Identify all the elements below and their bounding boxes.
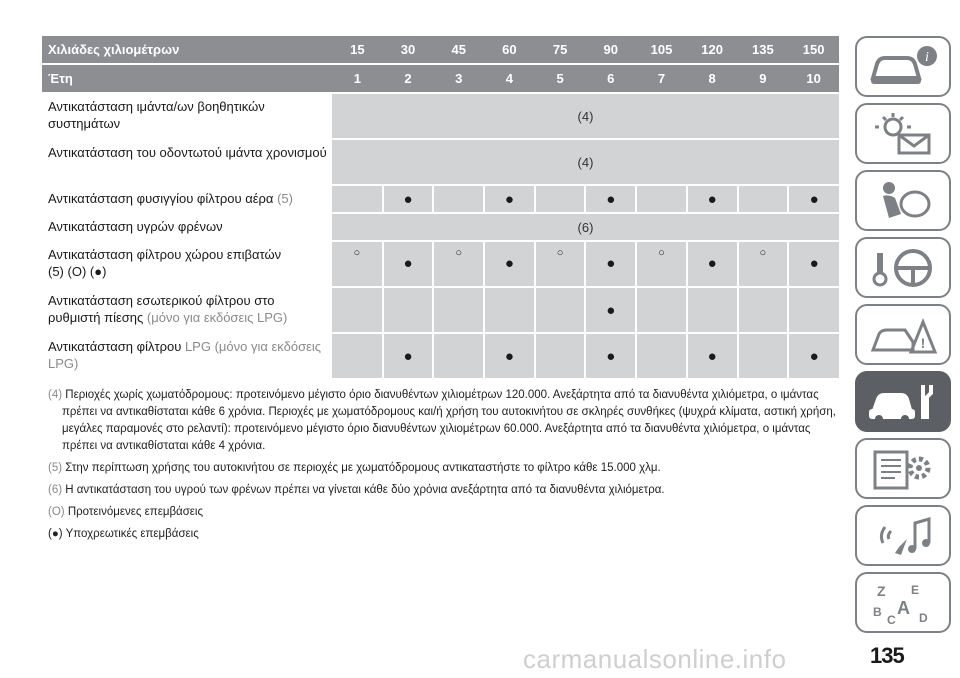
schedule-cell	[383, 287, 434, 333]
schedule-cell	[433, 287, 484, 333]
recommended-ring: ○	[556, 247, 564, 259]
header-year-value: 7	[636, 64, 687, 93]
table-row	[42, 333, 839, 379]
schedule-cell	[585, 287, 636, 333]
header-year-value: 3	[433, 64, 484, 93]
row-label-ref: LPG (μόνο για εκδόσεις LPG)	[48, 339, 322, 371]
header-year-value: 8	[687, 64, 738, 93]
legend-mark: (O)	[48, 506, 65, 518]
schedule-cell	[636, 287, 687, 333]
header-km-value: 45	[433, 36, 484, 64]
chapter-tab-technical-data[interactable]	[855, 438, 951, 499]
footnote-text: Η αντικατάσταση του υγρού των φρένων πρέπει να γίνεται κάθε δύο χρόνια ανεξάρτητα από τα διανυθέντα χιλιόμετρα.	[65, 484, 665, 496]
warning-lights-icon	[867, 111, 939, 157]
schedule-cell	[585, 185, 636, 213]
mandatory-dot: ●	[606, 347, 616, 365]
mandatory-dot: ●	[504, 190, 514, 208]
schedule-cell	[636, 241, 687, 287]
recommended-ring: ○	[759, 247, 767, 259]
schedule-cell	[332, 241, 383, 287]
row-label-ref: (μόνο για εκδόσεις LPG)	[146, 310, 288, 325]
header-year-value: 5	[535, 64, 586, 93]
footnote-text: Στην περίπτωση χρήσης του αυτοκινήτου σε περιοχές με χωματόδρομους αντικαταστήστε το φίλτρο κάθε 15.000 χλμ.	[65, 462, 661, 474]
mandatory-dot: ●	[403, 255, 413, 272]
footnote-4	[48, 387, 838, 455]
schedule-cell	[788, 185, 839, 213]
table-row	[42, 213, 839, 241]
table-row	[42, 139, 839, 185]
mandatory-dot: ●	[606, 190, 616, 208]
header-year-value: 4	[484, 64, 535, 93]
schedule-cell	[484, 333, 535, 379]
row-label	[42, 333, 332, 379]
recommended-ring: ○	[353, 247, 361, 259]
chapter-tab-multimedia[interactable]	[855, 505, 951, 566]
schedule-cell	[535, 333, 586, 379]
row-label: Αντικατάσταση υγρών φρένων	[42, 213, 332, 241]
mandatory-dot: ●	[504, 347, 514, 365]
mandatory-dot: ●	[403, 190, 413, 208]
merged-note-cell: (4)	[332, 139, 839, 185]
footnote-mark: (4)	[48, 389, 63, 401]
mandatory-dot: ●	[809, 255, 819, 272]
recommended-ring: ○	[658, 247, 665, 259]
schedule-cell	[484, 241, 535, 287]
chapter-tab-warning-lights[interactable]	[855, 103, 951, 164]
mandatory-dot: ●	[606, 301, 616, 319]
svg-text:C: C	[887, 612, 896, 626]
schedule-cell	[383, 333, 434, 379]
index-icon	[867, 580, 939, 626]
mandatory-dot: ●	[809, 347, 819, 365]
legend-mark: (●)	[48, 528, 63, 540]
schedule-cell	[788, 287, 839, 333]
schedule-cell	[535, 185, 586, 213]
page-number: 135	[870, 643, 904, 668]
recommended-ring: ○	[455, 247, 463, 259]
schedule-cell	[433, 185, 484, 213]
legend-text: Προτεινόμενες επεμβάσεις	[67, 506, 204, 518]
legend-text: Υποχρεωτικές επεμβάσεις	[65, 528, 199, 540]
schedule-cell	[433, 333, 484, 379]
table-row	[42, 93, 839, 139]
table-row	[42, 241, 839, 287]
row-label-ref: (5)	[277, 191, 293, 206]
table-row	[42, 287, 839, 333]
emergency-icon	[867, 312, 939, 358]
footnote-6	[48, 482, 838, 499]
schedule-cell	[738, 287, 789, 333]
svg-text:Z: Z	[877, 582, 886, 599]
header-km-value: 30	[383, 36, 434, 64]
header-km-value: 105	[636, 36, 687, 64]
mandatory-dot: ●	[809, 190, 819, 208]
header-year-value: 1	[332, 64, 383, 93]
header-row-km	[42, 36, 839, 64]
header-year-value: 6	[585, 64, 636, 93]
row-label-text: Αντικατάσταση φίλτρου χώρου επιβατών	[48, 247, 282, 262]
multimedia-icon	[867, 513, 939, 559]
starting-driving-icon	[867, 245, 939, 291]
mandatory-dot: ●	[606, 255, 616, 272]
schedule-cell	[332, 287, 383, 333]
header-row-year	[42, 64, 839, 93]
car-info-icon	[867, 44, 939, 90]
chapter-sidebar	[855, 36, 953, 639]
schedule-cell	[332, 185, 383, 213]
schedule-cell	[383, 185, 434, 213]
schedule-cell	[788, 333, 839, 379]
schedule-cell	[484, 287, 535, 333]
schedule-cell	[687, 185, 738, 213]
footnote-text: Περιοχές χωρίς χωματόδρομους: προτεινόμενο μέγιστο όριο διανυθέντων χιλιομέτρων 120.000. Ανεξάρτητα από τα διανυθέντα χιλιόμετρα, ο ιμάντας πρέπει να αντικαθίσταται κάθε 6 χρόνια. Περιοχές με χωματόδρομους και/ή χρήση του αυτοκινήτου σε σκληρές συνθήκες (ψυχρά κλίματα, αστική χρήση, μεγάλες παραμονές στο ρελαντί): προτεινόμενο μέγιστο όριο διανυθέντων χιλιομέτρων 60.000. Ανεξάρτητα από τα διανυθέντα χιλιόμετρα, ο ιμάντας πρέπει να αντικαθίσταται κάθε 4 χρόνια.	[62, 389, 836, 452]
footnote-5	[48, 460, 838, 477]
row-label-ref: (5) (O) (●)	[48, 264, 107, 279]
svg-text:D: D	[919, 610, 928, 625]
mandatory-dot: ●	[707, 347, 717, 365]
header-km-value: 60	[484, 36, 535, 64]
row-label-text: Αντικατάσταση φυσιγγίου φίλτρου αέρα	[48, 191, 274, 206]
svg-text:i: i	[925, 49, 929, 65]
row-label	[42, 185, 332, 213]
row-label	[42, 241, 332, 287]
mandatory-dot: ●	[504, 255, 514, 272]
header-km-label: Χιλιάδες χιλιομέτρων	[42, 36, 332, 64]
footnote-mark: (6)	[48, 484, 63, 496]
schedule-cell	[636, 333, 687, 379]
schedule-cell	[738, 241, 789, 287]
header-km-value: 75	[535, 36, 586, 64]
chapter-tab-maintenance[interactable]	[855, 371, 951, 432]
footnote-mark: (5)	[48, 462, 63, 474]
header-year-value: 10	[788, 64, 839, 93]
schedule-cell	[788, 241, 839, 287]
table-row	[42, 185, 839, 213]
header-km-value: 150	[788, 36, 839, 64]
schedule-cell	[687, 287, 738, 333]
schedule-cell	[433, 241, 484, 287]
row-label-text: Αντικατάσταση εσωτερικού φίλτρου στο ρυθμιστή πίεσης	[48, 293, 275, 325]
schedule-cell	[687, 241, 738, 287]
watermark: carmanualsonline.info	[523, 644, 787, 674]
header-year-label: Έτη	[42, 64, 332, 93]
header-km-value: 135	[738, 36, 789, 64]
row-label	[42, 287, 332, 333]
chapter-tab-safety[interactable]	[855, 170, 951, 231]
legend-recommended	[48, 504, 838, 521]
chapter-tab-index[interactable]	[855, 572, 951, 633]
schedule-cell	[738, 333, 789, 379]
chapter-tab-starting-driving[interactable]	[855, 237, 951, 298]
schedule-cell	[535, 287, 586, 333]
row-label-text: Αντικατάσταση φίλτρου	[48, 339, 182, 354]
mandatory-dot: ●	[403, 347, 413, 365]
chapter-tab-car-info[interactable]	[855, 36, 951, 97]
chapter-tab-emergency[interactable]	[855, 304, 951, 365]
schedule-cell	[687, 333, 738, 379]
schedule-cell	[738, 185, 789, 213]
schedule-cell	[585, 333, 636, 379]
row-label: Αντικατάσταση ιμάντα/ων βοηθητικών συστημάτων	[42, 93, 332, 139]
schedule-cell	[585, 241, 636, 287]
merged-note-cell: (4)	[332, 93, 839, 139]
svg-text:A: A	[897, 597, 910, 618]
safety-airbag-icon	[867, 178, 939, 224]
schedule-cell	[332, 333, 383, 379]
merged-note-cell: (6)	[332, 213, 839, 241]
header-km-value: 120	[687, 36, 738, 64]
header-km-value: 15	[332, 36, 383, 64]
legend-mandatory	[48, 526, 838, 543]
maintenance-car-icon	[867, 379, 939, 425]
schedule-cell	[383, 241, 434, 287]
technical-data-icon	[867, 446, 939, 492]
header-year-value: 9	[738, 64, 789, 93]
mandatory-dot: ●	[707, 190, 717, 208]
maintenance-schedule-table	[42, 36, 839, 380]
schedule-cell	[535, 241, 586, 287]
footnotes	[48, 387, 838, 548]
schedule-cell	[636, 185, 687, 213]
schedule-cell	[484, 185, 535, 213]
row-label: Αντικατάσταση του οδοντωτού ιμάντα χρονισμού	[42, 139, 332, 185]
header-km-value: 90	[585, 36, 636, 64]
svg-text:B: B	[873, 604, 882, 619]
svg-text:!: !	[920, 334, 926, 351]
header-year-value: 2	[383, 64, 434, 93]
mandatory-dot: ●	[707, 255, 717, 272]
svg-text:E: E	[911, 582, 920, 597]
